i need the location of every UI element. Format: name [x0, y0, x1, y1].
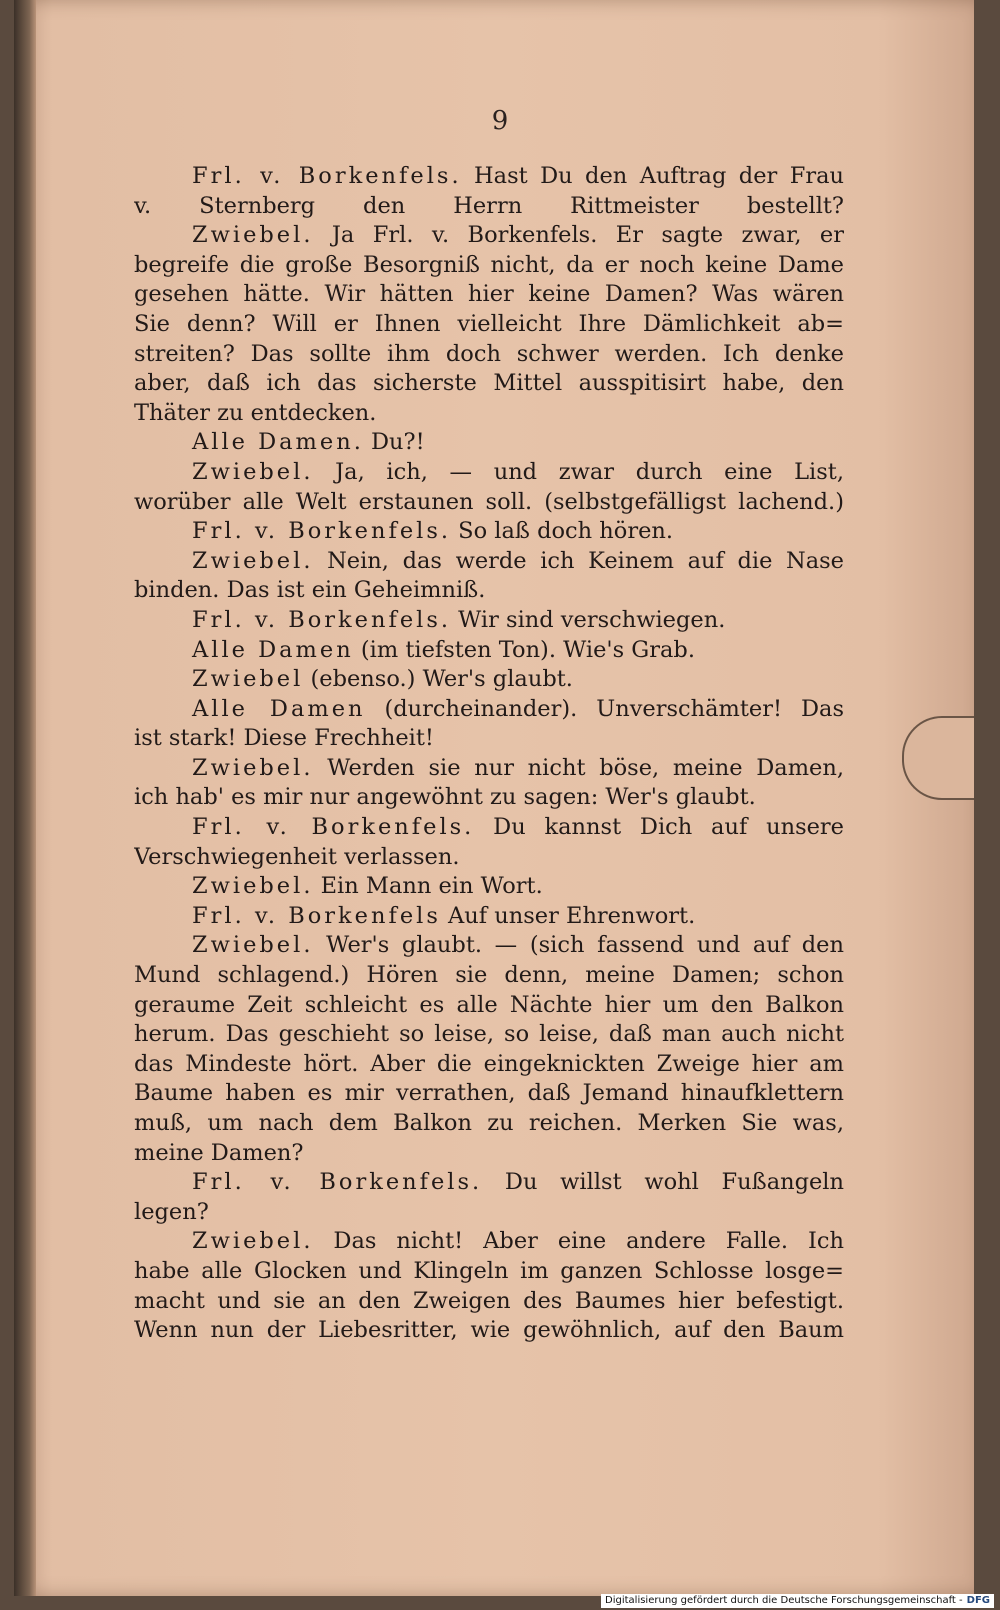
line-text: habe alle Glocken und Klingeln im ganzen Schlosse losge= [134, 1257, 844, 1284]
text-line [134, 428, 844, 458]
line-text: ich hab' es mir nur angewöhnt zu sagen: Wer's glaubt. [134, 784, 756, 811]
line-text: Du?! [363, 429, 425, 456]
speaker-name: Frl. v. Borkenfels. [192, 163, 462, 189]
line-text: Mund schlagend.) Hören sie denn, meine Damen; schon [134, 962, 844, 989]
book-spine [14, 0, 36, 1596]
line-text: Ein Mann ein Wort. [313, 873, 543, 900]
line-text: Wer's glaubt. — (sich fassend und auf den [313, 932, 844, 959]
line-text: Ja, ich, — und zwar durch eine List, [313, 458, 844, 485]
line-text: (durcheinander). Unverschämter! Das [365, 695, 844, 722]
text-line [134, 902, 844, 932]
line-text: Baume haben es mir verrathen, daß Jemand hinaufklettern [134, 1080, 844, 1107]
line-text: Auf unser Ehrenwort. [440, 902, 696, 929]
text-line [134, 458, 844, 488]
line-text: Thäter zu entdecken. [134, 399, 377, 426]
text-line [134, 754, 844, 784]
line-text: begreife die große Besorgniß nicht, da er noch keine Dame [134, 251, 844, 278]
text-line [134, 1227, 844, 1257]
text-line [134, 1079, 844, 1109]
line-text: Sie denn? Will er Ihnen vielleicht Ihre Dämlichkeit ab= [134, 310, 844, 337]
text-line [134, 665, 844, 695]
line-text: ist stark! Diese Frechheit! [134, 725, 434, 752]
line-text: Ja Frl. v. Borkenfels. Er sagte zwar, er [313, 222, 844, 249]
speaker-name: Frl. v. Borkenfels. [192, 814, 475, 841]
text-line [134, 1168, 844, 1198]
speaker-name: Frl. v. Borkenfels [192, 902, 441, 929]
text-line [134, 695, 844, 725]
line-text: Du willst wohl Fußangeln [482, 1169, 844, 1196]
footer-text: Digitalisierung gefördert durch die Deutsche Forschungsgemeinschaft - [605, 1595, 963, 1606]
text-line [134, 1257, 844, 1287]
text-line [134, 606, 844, 636]
line-text: So laß doch hören. [451, 518, 674, 545]
text-line [134, 369, 844, 399]
text-line [134, 843, 844, 873]
line-text: binden. Das ist ein Geheimniß. [134, 577, 486, 604]
speaker-name: Zwiebel. [192, 932, 314, 959]
speaker-name: Zwiebel. [192, 458, 314, 485]
line-text: worüber alle Welt erstaunen soll. (selbstgefälligst lachend.) [134, 488, 844, 515]
line-text: das Mindeste hört. Aber die eingeknickten Zweige hier am [134, 1050, 844, 1077]
line-text: gesehen hätte. Wir hätten hier keine Damen? Was wären [134, 281, 844, 308]
text-line [134, 547, 844, 577]
line-text: v. Sternberg den Herrn Rittmeister bestellt? [134, 192, 844, 219]
line-text: Nein, das werde ich Keinem auf die Nase [313, 547, 844, 574]
speaker-name: Zwiebel [192, 666, 304, 693]
text-line [134, 1050, 844, 1080]
speaker-name: Zwiebel. [192, 222, 314, 249]
speaker-name: Alle Damen [192, 695, 366, 722]
line-text: Hast Du den Auftrag der Frau [461, 163, 844, 189]
line-text: streiten? Das sollte ihm doch schwer werden. Ich denke [134, 340, 844, 367]
page-number: 9 [491, 106, 509, 136]
text-line [134, 1020, 844, 1050]
line-text: Wenn nun der Liebesritter, wie gewöhnlich, auf den Baum [134, 1317, 844, 1344]
speaker-name: Alle Damen [192, 636, 354, 663]
dfg-logo: DFG [966, 1595, 990, 1606]
text-line [134, 517, 844, 547]
text-line [134, 1109, 844, 1139]
text-line [134, 399, 844, 429]
digitization-footer [601, 1594, 994, 1608]
line-text: legen? [134, 1198, 209, 1225]
line-text: herum. Das geschieht so leise, so leise, daß man auch nicht [134, 1021, 844, 1048]
speaker-name: Zwiebel. [192, 547, 314, 574]
page-text [134, 162, 844, 1346]
text-line [134, 724, 844, 754]
line-text: Verschwiegenheit verlassen. [134, 843, 460, 870]
text-line [134, 813, 844, 843]
text-line [134, 251, 844, 281]
line-text: geraume Zeit schleicht es alle Nächte hier um den Balkon [134, 991, 844, 1018]
text-line [134, 636, 844, 666]
text-line [134, 1139, 844, 1169]
speaker-name: Frl. v. Borkenfels. [192, 1169, 483, 1196]
line-text: muß, um nach dem Balkon zu reichen. Merken Sie was, [134, 1110, 844, 1136]
line-text: macht und sie an den Zweigen des Baumes hier befestigt. [134, 1287, 844, 1314]
line-text: Du kannst Dich auf unsere [474, 814, 844, 841]
speaker-name: Alle Damen. [192, 429, 364, 456]
speaker-name: Frl. v. Borkenfels. [192, 518, 452, 545]
line-text: (im tiefsten Ton). Wie's Grab. [353, 636, 695, 663]
text-line [134, 221, 844, 251]
text-line [134, 488, 844, 518]
text-line [134, 162, 844, 192]
text-line [134, 872, 844, 902]
text-line [134, 1198, 844, 1228]
speaker-name: Frl. v. Borkenfels. [192, 606, 452, 633]
line-text: aber, daß ich das sicherste Mittel ausspitisirt habe, den [134, 370, 844, 397]
text-line [134, 340, 844, 370]
text-line [134, 931, 844, 961]
line-text: Wir sind verschwiegen. [451, 606, 726, 633]
text-line [134, 576, 844, 606]
line-text: Das nicht! Aber eine andere Falle. Ich [313, 1228, 844, 1255]
speaker-name: Zwiebel. [192, 1228, 314, 1255]
line-text: meine Damen? [134, 1139, 304, 1166]
text-line [134, 280, 844, 310]
text-line [134, 991, 844, 1021]
page-tab-marker [902, 716, 974, 800]
text-line [134, 192, 844, 222]
text-line [134, 310, 844, 340]
line-text: (ebenso.) Wer's glaubt. [303, 666, 573, 693]
line-text: Werden sie nur nicht böse, meine Damen, [313, 754, 844, 781]
text-line [134, 783, 844, 813]
speaker-name: Zwiebel. [192, 873, 314, 900]
text-line [134, 1316, 844, 1346]
text-line [134, 961, 844, 991]
text-line [134, 1287, 844, 1317]
speaker-name: Zwiebel. [192, 754, 314, 781]
